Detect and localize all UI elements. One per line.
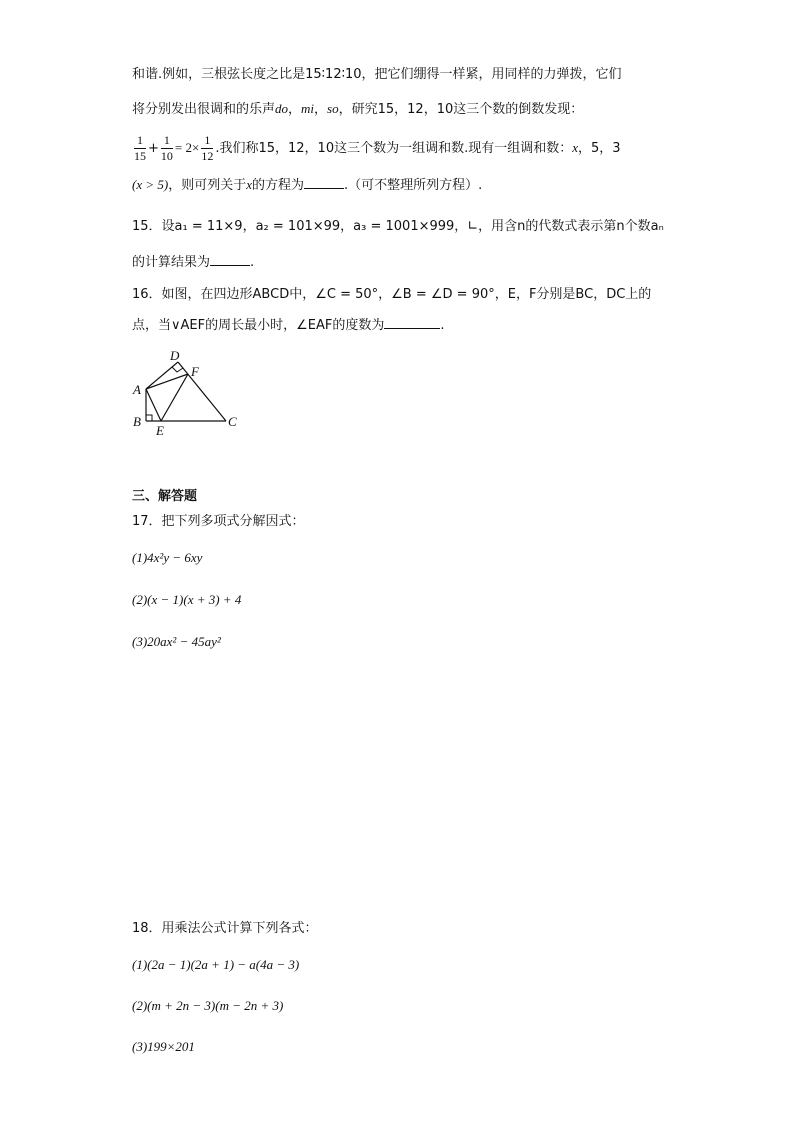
q14-line-3-post: .我们称15，12，10这三个数为一组调和数.现有一组调和数： (215, 141, 573, 156)
label-C: C (228, 414, 237, 429)
q14-line-2-pre: 将分别发出很调和的乐声 (132, 102, 276, 117)
q15-line-2 (132, 254, 254, 272)
var-x: x (572, 140, 579, 155)
q15-line-1: 15．设a₁ = 11×9，a₂ = 101×99，a₃ = 1001×999，∟，用含n的代数式表示第n个数aₙ (132, 219, 664, 234)
q18-item-3: (3)199×201 (132, 1039, 195, 1054)
q15-line-2-post: . (250, 255, 255, 270)
q14-line-3-tail: ，5，3 (578, 141, 621, 156)
fraction-1-12: $\frac{1}{12}$ (201, 133, 214, 163)
q18-item-2: (2)(m + 2n − 3)(m − 2n + 3) (132, 998, 284, 1013)
q16-line-2 (132, 317, 444, 335)
q14-line-2-post: ，研究15，12，10这三个数的倒数发现： (338, 102, 584, 117)
note-do: do (275, 101, 289, 116)
edge-AD (146, 362, 178, 389)
q18-item-1: (1)(2a − 1)(2a + 1) − a(4a − 3) (132, 957, 300, 972)
note-so: so (327, 101, 339, 116)
q17-stem: 17．把下列多项式分解因式： (132, 514, 305, 529)
quadrilateral-figure (128, 346, 244, 438)
label-E: E (156, 423, 164, 438)
var-x-2: x (246, 177, 252, 192)
section-3-title: 三、解答题 (132, 489, 198, 504)
note-mi: mi (301, 101, 315, 116)
segment-AF (146, 374, 188, 389)
right-angle-mark-D (172, 367, 183, 372)
q14-line-2: 将分别发出很调和的乐声do，mi，so，研究15，12，10这三个数的倒数发现： (132, 101, 584, 117)
right-angle-mark-B (146, 415, 152, 421)
q14-line-4-post: 的方程为 (252, 178, 305, 193)
segment-AE (146, 389, 161, 421)
q18-stem: 18．用乘法公式计算下列各式： (132, 921, 318, 936)
q14-line-4-mid: ，则可列关于 (168, 178, 247, 193)
label-F: F (191, 364, 199, 379)
q14-line-1: 和谐.例如，三根弦长度之比是15∶12∶10，把它们绷得一样紧，用同样的力弹拨，它们 (132, 67, 622, 82)
condition-x-gt-5: (x > 5) (132, 177, 169, 192)
label-B: B (133, 414, 141, 429)
q14-line-4-tail: .（可不整理所列方程）. (344, 178, 483, 193)
answer-blank-16 (384, 328, 440, 329)
q16-line-1: 16．如图，在四边形ABCD中，∠C = 50°，∠B = ∠D = 90°，E，F分别是BC，DC上的 (132, 287, 652, 302)
edge-DC (178, 362, 226, 421)
segment-EF (161, 374, 188, 421)
label-A: A (133, 382, 141, 397)
label-D: D (170, 348, 180, 363)
answer-blank-14 (304, 188, 344, 189)
fraction-1-10: $\frac{1}{10}$ (160, 133, 173, 163)
q14-line-3: $\frac{1}{15}$ + $\frac{1}{10}$ = 2× $\frac{1}{12}$ .我们称15，12，10这三个数为一组调和数.现有一组调和数：x，5，3 (134, 133, 621, 163)
answer-blank-15 (210, 265, 250, 266)
fraction-1-15: $\frac{1}{15}$ (134, 133, 146, 163)
q16-line-2-pre: 点，当∨AEF的周长最小时，∠EAF的度数为 (132, 318, 385, 333)
q17-item-2: (2)(x − 1)(x + 3) + 4 (132, 592, 242, 607)
q16-line-2-post: . (440, 318, 445, 333)
q17-item-3: (3)20ax² − 45ay² (132, 634, 221, 649)
equals-two-times: = 2× (174, 140, 200, 155)
q15-line-2-pre: 的计算结果为 (132, 255, 211, 270)
q14-line-4 (132, 176, 482, 195)
q17-item-1: (1)4x²y − 6xy (132, 550, 203, 565)
